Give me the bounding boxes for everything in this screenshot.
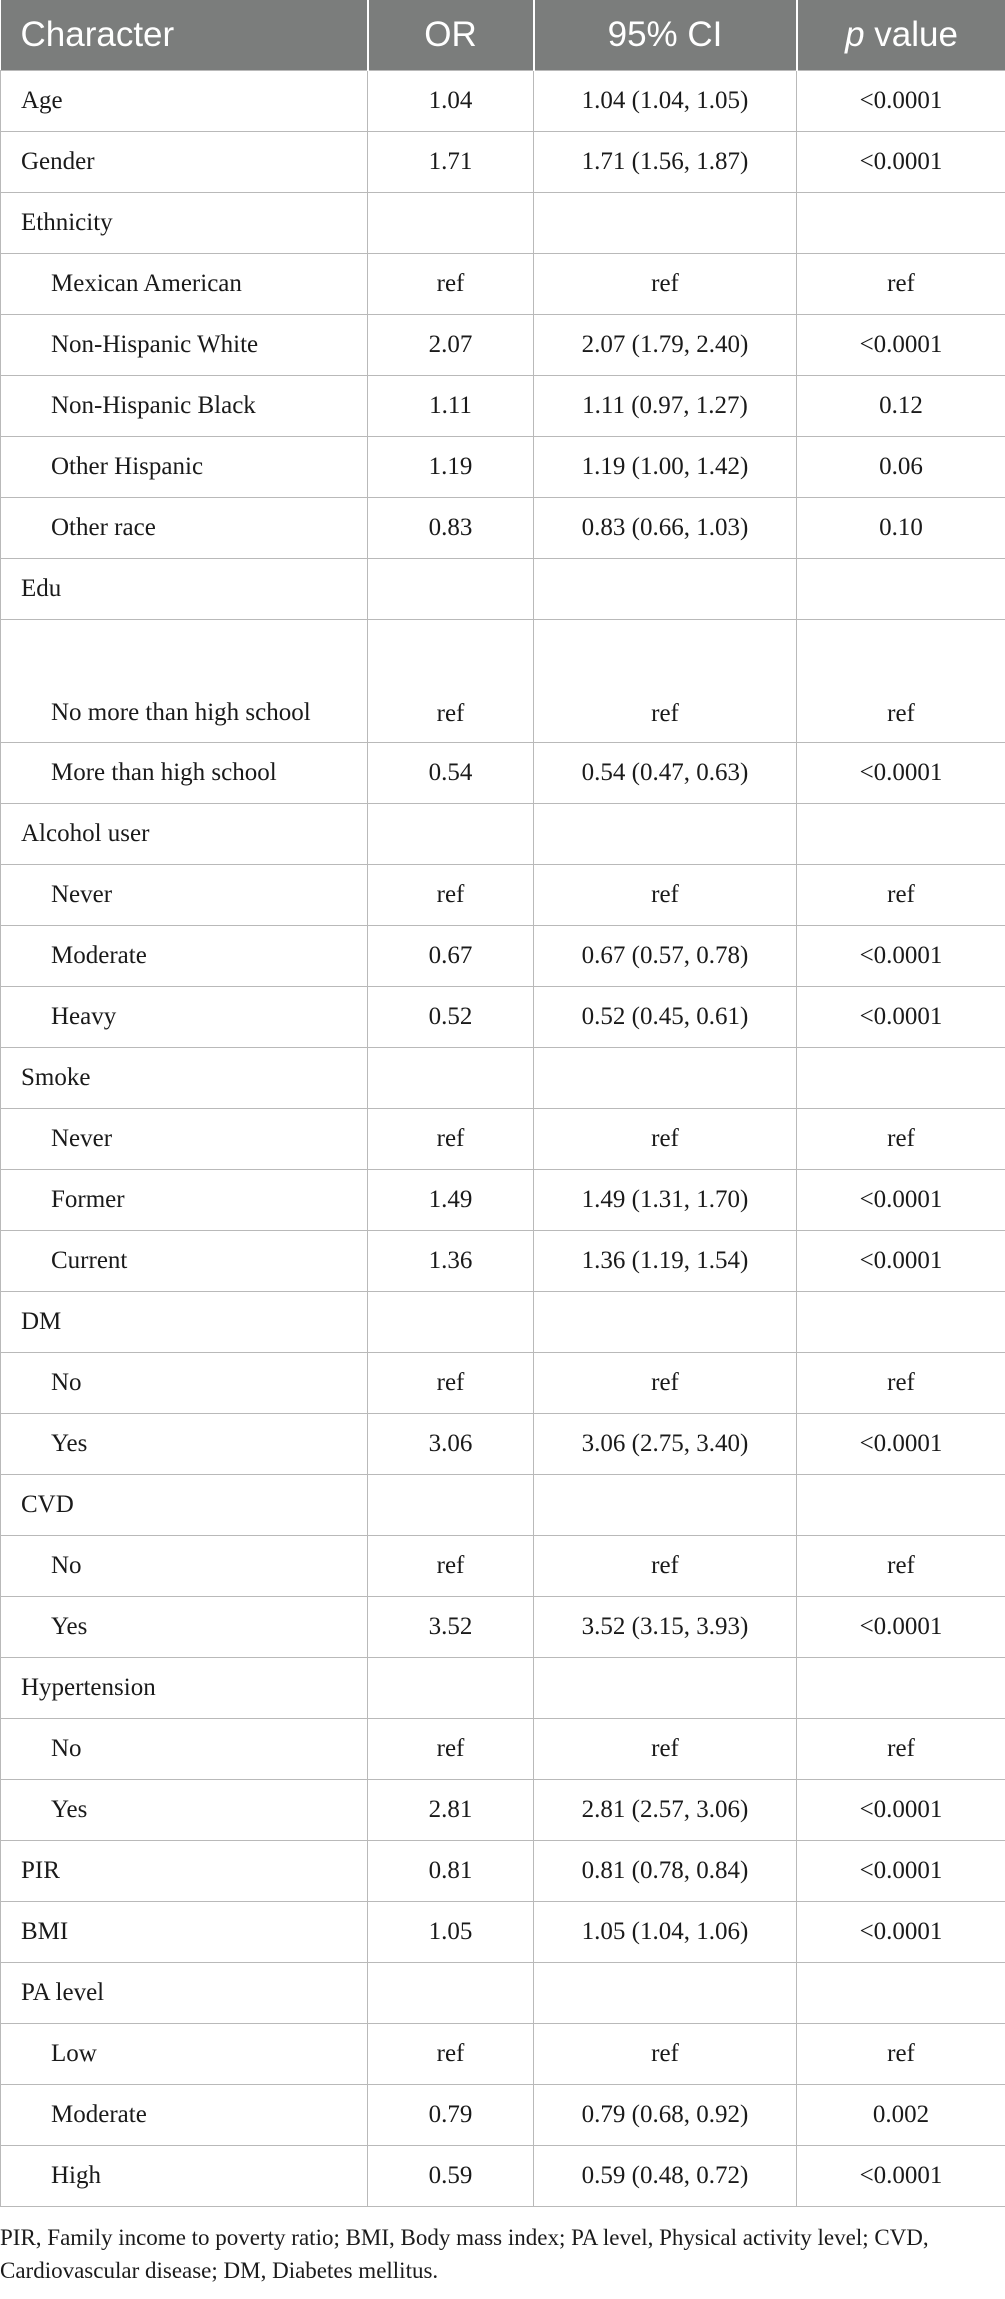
p-value-cell: <0.0001 <box>797 132 1005 193</box>
p-value-cell: ref <box>797 620 1005 743</box>
table-row <box>1 1841 1005 1902</box>
p-value-cell: <0.0001 <box>797 1841 1005 1902</box>
p-value-cell: <0.0001 <box>797 71 1005 132</box>
ci-cell: ref <box>534 1353 797 1414</box>
p-value-cell: ref <box>797 254 1005 315</box>
p-value-cell: <0.0001 <box>797 315 1005 376</box>
table-body <box>1 71 1005 2207</box>
row-label: Age <box>1 71 368 132</box>
ci-cell: ref <box>534 620 797 743</box>
or-cell: 0.52 <box>368 987 534 1048</box>
row-label: Non-Hispanic Black <box>1 376 368 437</box>
row-label: No <box>1 1536 368 1597</box>
table-footnote: PIR, Family income to poverty ratio; BMI, Body mass index; PA level, Physical activity level; CVD, Cardiovascular disease; DM, Diabetes mellitus. <box>0 2225 929 2283</box>
row-label: Mexican American <box>1 254 368 315</box>
ci-cell <box>534 1292 797 1353</box>
ci-cell <box>534 1475 797 1536</box>
or-cell: ref <box>368 865 534 926</box>
ci-cell: 1.04 (1.04, 1.05) <box>534 71 797 132</box>
or-cell: 0.83 <box>368 498 534 559</box>
table-row <box>1 1658 1005 1719</box>
p-value-cell <box>797 559 1005 620</box>
ci-cell: 1.36 (1.19, 1.54) <box>534 1231 797 1292</box>
p-value-cell: 0.12 <box>797 376 1005 437</box>
row-label: Non-Hispanic White <box>1 315 368 376</box>
ci-cell <box>534 193 797 254</box>
table-row <box>1 1719 1005 1780</box>
row-label: Heavy <box>1 987 368 1048</box>
or-cell: ref <box>368 1353 534 1414</box>
ci-cell: 0.52 (0.45, 0.61) <box>534 987 797 1048</box>
row-label: No more than high school <box>1 620 368 743</box>
table-row <box>1 376 1005 437</box>
table-row <box>1 1231 1005 1292</box>
row-label: Edu <box>1 559 368 620</box>
p-value-cell: <0.0001 <box>797 1780 1005 1841</box>
ci-cell: ref <box>534 2024 797 2085</box>
or-cell <box>368 804 534 865</box>
header-p-value <box>797 0 1005 71</box>
or-cell: ref <box>368 1109 534 1170</box>
row-label: Moderate <box>1 926 368 987</box>
p-value-cell: <0.0001 <box>797 987 1005 1048</box>
table-row <box>1 254 1005 315</box>
row-label: No <box>1 1353 368 1414</box>
table-row <box>1 1170 1005 1231</box>
table-row <box>1 1292 1005 1353</box>
row-label: Yes <box>1 1597 368 1658</box>
row-label: Moderate <box>1 2085 368 2146</box>
row-label: Smoke <box>1 1048 368 1109</box>
ci-cell: ref <box>534 254 797 315</box>
p-value-cell: <0.0001 <box>797 1170 1005 1231</box>
ci-cell: 2.07 (1.79, 2.40) <box>534 315 797 376</box>
table-row <box>1 1963 1005 2024</box>
table-row <box>1 926 1005 987</box>
or-cell: ref <box>368 1719 534 1780</box>
ci-cell: 1.49 (1.31, 1.70) <box>534 1170 797 1231</box>
ci-cell: ref <box>534 1536 797 1597</box>
p-value-cell: <0.0001 <box>797 1231 1005 1292</box>
ci-cell <box>534 804 797 865</box>
row-label: High <box>1 2146 368 2207</box>
row-label: Yes <box>1 1414 368 1475</box>
table-row <box>1 620 1005 743</box>
row-label: Yes <box>1 1780 368 1841</box>
header-or: OR <box>368 0 534 71</box>
or-cell: 0.59 <box>368 2146 534 2207</box>
p-value-cell <box>797 1475 1005 1536</box>
table-row <box>1 498 1005 559</box>
table-row <box>1 1597 1005 1658</box>
table-row <box>1 132 1005 193</box>
ci-cell: 0.59 (0.48, 0.72) <box>534 2146 797 2207</box>
row-label: Current <box>1 1231 368 1292</box>
ci-cell: 1.11 (0.97, 1.27) <box>534 376 797 437</box>
p-value-cell: ref <box>797 1536 1005 1597</box>
or-cell <box>368 1963 534 2024</box>
p-value-cell: ref <box>797 2024 1005 2085</box>
ci-cell: 0.67 (0.57, 0.78) <box>534 926 797 987</box>
ci-cell <box>534 1048 797 1109</box>
p-value-cell <box>797 1292 1005 1353</box>
table-row <box>1 2146 1005 2207</box>
header-p-rest: value <box>864 15 958 54</box>
or-cell: ref <box>368 620 534 743</box>
or-cell: 0.81 <box>368 1841 534 1902</box>
row-label: Other Hispanic <box>1 437 368 498</box>
ci-cell: 0.54 (0.47, 0.63) <box>534 743 797 804</box>
row-label: CVD <box>1 1475 368 1536</box>
ci-cell: 2.81 (2.57, 3.06) <box>534 1780 797 1841</box>
or-cell: 1.11 <box>368 376 534 437</box>
row-label: Gender <box>1 132 368 193</box>
row-label: Former <box>1 1170 368 1231</box>
p-value-cell: ref <box>797 1109 1005 1170</box>
p-value-cell: <0.0001 <box>797 743 1005 804</box>
table-row <box>1 1048 1005 1109</box>
ci-cell <box>534 559 797 620</box>
ci-cell: 0.79 (0.68, 0.92) <box>534 2085 797 2146</box>
ci-cell: 3.06 (2.75, 3.40) <box>534 1414 797 1475</box>
ci-cell: ref <box>534 865 797 926</box>
p-value-cell: 0.06 <box>797 437 1005 498</box>
table-row <box>1 71 1005 132</box>
table-row <box>1 1475 1005 1536</box>
p-value-cell: 0.002 <box>797 2085 1005 2146</box>
row-label: DM <box>1 1292 368 1353</box>
or-cell: 0.54 <box>368 743 534 804</box>
or-cell: 0.67 <box>368 926 534 987</box>
ci-cell: 3.52 (3.15, 3.93) <box>534 1597 797 1658</box>
or-cell: 2.81 <box>368 1780 534 1841</box>
table-row <box>1 1353 1005 1414</box>
table-row <box>1 2085 1005 2146</box>
or-cell <box>368 193 534 254</box>
p-value-cell <box>797 1048 1005 1109</box>
or-cell: 1.36 <box>368 1231 534 1292</box>
or-cell: 3.52 <box>368 1597 534 1658</box>
row-label: Other race <box>1 498 368 559</box>
or-cell <box>368 1048 534 1109</box>
or-cell: 2.07 <box>368 315 534 376</box>
table-row <box>1 559 1005 620</box>
or-cell: 1.49 <box>368 1170 534 1231</box>
p-value-cell <box>797 804 1005 865</box>
table-row <box>1 1780 1005 1841</box>
or-cell <box>368 1475 534 1536</box>
table-row <box>1 1536 1005 1597</box>
table-row <box>1 315 1005 376</box>
p-value-cell <box>797 1658 1005 1719</box>
or-cell: 3.06 <box>368 1414 534 1475</box>
or-cell: 1.19 <box>368 437 534 498</box>
p-value-cell: <0.0001 <box>797 2146 1005 2207</box>
ci-cell: ref <box>534 1719 797 1780</box>
p-value-cell: ref <box>797 865 1005 926</box>
or-cell <box>368 559 534 620</box>
p-value-cell <box>797 193 1005 254</box>
table-row <box>1 437 1005 498</box>
row-label: Never <box>1 865 368 926</box>
row-label: Hypertension <box>1 1658 368 1719</box>
or-cell <box>368 1658 534 1719</box>
table-row <box>1 987 1005 1048</box>
or-cell: 0.79 <box>368 2085 534 2146</box>
row-label: More than high school <box>1 743 368 804</box>
p-value-cell: ref <box>797 1353 1005 1414</box>
header-row <box>1 0 1005 71</box>
row-label: Never <box>1 1109 368 1170</box>
table-header <box>1 0 1005 71</box>
table-row <box>1 1109 1005 1170</box>
ci-cell: 1.71 (1.56, 1.87) <box>534 132 797 193</box>
or-cell: ref <box>368 1536 534 1597</box>
p-value-cell: ref <box>797 1719 1005 1780</box>
table-row <box>1 743 1005 804</box>
or-cell <box>368 1292 534 1353</box>
p-value-cell: <0.0001 <box>797 926 1005 987</box>
table-row <box>1 865 1005 926</box>
or-cell: ref <box>368 2024 534 2085</box>
table-row <box>1 2024 1005 2085</box>
ci-cell: 1.05 (1.04, 1.06) <box>534 1902 797 1963</box>
ci-cell <box>534 1963 797 2024</box>
ci-cell <box>534 1658 797 1719</box>
table-row <box>1 1414 1005 1475</box>
table-row <box>1 193 1005 254</box>
header-p-italic: p <box>845 15 865 54</box>
header-character: Character <box>1 0 368 71</box>
row-label: PIR <box>1 1841 368 1902</box>
row-label: No <box>1 1719 368 1780</box>
ci-cell: 0.81 (0.78, 0.84) <box>534 1841 797 1902</box>
p-value-cell: <0.0001 <box>797 1597 1005 1658</box>
p-value-cell <box>797 1963 1005 2024</box>
ci-cell: ref <box>534 1109 797 1170</box>
p-value-cell: <0.0001 <box>797 1902 1005 1963</box>
or-cell: 1.05 <box>368 1902 534 1963</box>
or-cell: 1.71 <box>368 132 534 193</box>
row-label: Alcohol user <box>1 804 368 865</box>
p-value-cell: <0.0001 <box>797 1414 1005 1475</box>
p-value-cell: 0.10 <box>797 498 1005 559</box>
row-label: Low <box>1 2024 368 2085</box>
row-label: PA level <box>1 1963 368 2024</box>
ci-cell: 0.83 (0.66, 1.03) <box>534 498 797 559</box>
or-cell: 1.04 <box>368 71 534 132</box>
table-row <box>1 1902 1005 1963</box>
or-cell: ref <box>368 254 534 315</box>
table-row <box>1 804 1005 865</box>
row-label: Ethnicity <box>1 193 368 254</box>
row-label: BMI <box>1 1902 368 1963</box>
ci-cell: 1.19 (1.00, 1.42) <box>534 437 797 498</box>
header-ci: 95% CI <box>534 0 797 71</box>
